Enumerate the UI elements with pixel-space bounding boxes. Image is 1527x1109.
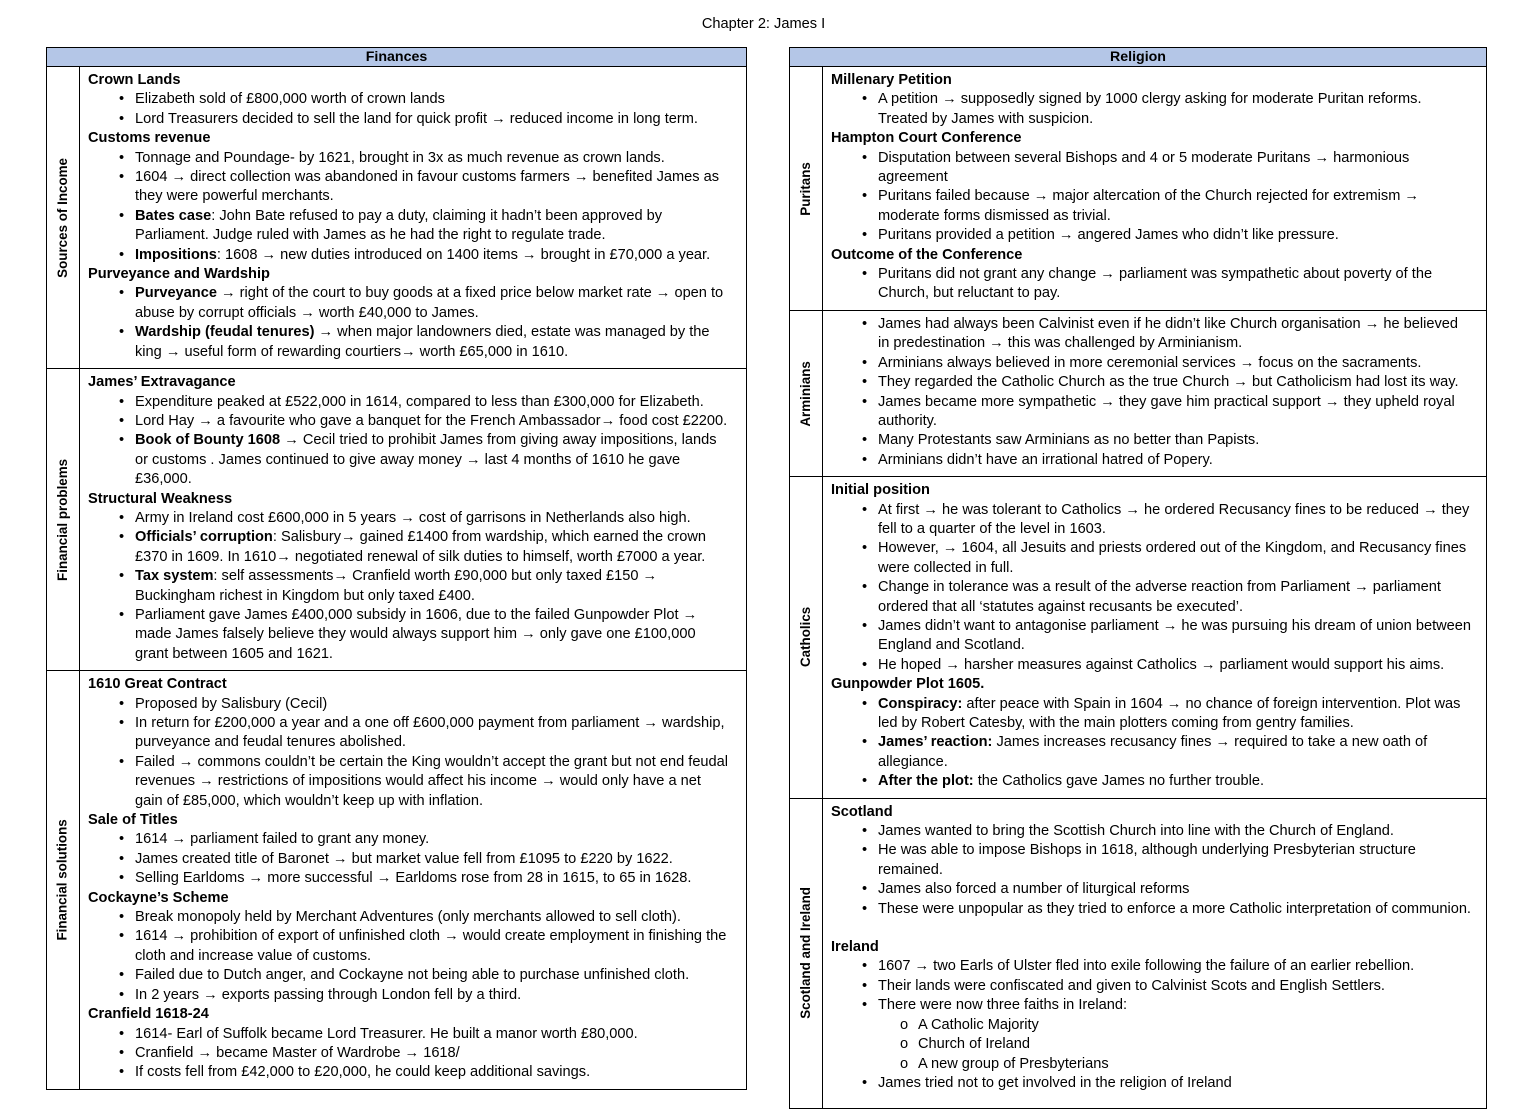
- disc-bullet-icon: •: [119, 870, 125, 887]
- bullet-item: [88, 323, 732, 362]
- bullet-text: Failed due to Dutch anger, and Cockayne not being able to purchase unfinished cloth.: [135, 967, 690, 984]
- disc-bullet-icon: •: [862, 842, 868, 859]
- disc-bullet-icon: •: [862, 773, 868, 790]
- bullet-text: Change in tolerance was a result of the adverse reaction from Parliament → parliament ordered that all ‘statutes against recusants be executed’.: [878, 579, 1441, 615]
- bullet-item: [88, 830, 732, 849]
- disc-bullet-icon: •: [119, 695, 125, 712]
- section-heading: Structural Weakness: [88, 490, 233, 507]
- disc-bullet-icon: •: [119, 412, 125, 429]
- bullet-item: [831, 977, 1472, 996]
- bullet-text: Parliament gave James £400,000 subsidy in 1606, due to the failed Gunpowder Plot → made James falsely believe they would always support him → only gave one £100,000 grant between 1605 and 1621.: [135, 606, 698, 662]
- bullet-item: [88, 753, 732, 811]
- bullet-text: James created title of Baronet → but market value fell from £1095 to £220 by 1622.: [135, 850, 673, 867]
- bullet-item: [831, 695, 1472, 734]
- disc-bullet-icon: •: [862, 540, 868, 557]
- section-heading: Scotland: [831, 803, 893, 820]
- bullet-text: Selling Earldoms → more successful → Earldoms rose from 28 in 1615, to 65 in 1628.: [135, 870, 692, 887]
- sub-bullet-item: [831, 1055, 1472, 1074]
- bullet-text: James’ reaction: James increases recusancy fines → required to take a new oath of allegiance.: [878, 734, 1428, 770]
- bullet-text: He hoped → harsher measures against Catholics → parliament would support his aims.: [878, 656, 1445, 673]
- bullet-text: Arminians always believed in more ceremonial services → focus on the sacraments.: [878, 354, 1422, 371]
- disc-bullet-icon: •: [119, 393, 125, 410]
- bullet-text: Puritans provided a petition → angered James who didn’t like pressure.: [878, 227, 1339, 244]
- bullet-item: [831, 900, 1472, 919]
- table-row: [790, 477, 1486, 799]
- bullet-text: He was able to impose Bishops in 1618, although underlying Presbyterian structure remained.: [878, 842, 1416, 878]
- bullet-text: In return for £200,000 a year and a one off £600,000 payment from parliament → wardship, purveyance and feudal tenures abolished.: [135, 715, 725, 751]
- bullet-text: Tonnage and Poundage- by 1621, brought in 3x as much revenue as crown lands.: [135, 149, 665, 166]
- bullet-text: Puritans failed because → major altercation of the Church rejected for extremism → moderate forms dismissed as trivial.: [878, 188, 1420, 224]
- row-content-cell: [823, 311, 1486, 476]
- row-content-cell: [823, 799, 1486, 1108]
- bullet-item: [88, 908, 732, 927]
- bullet-item: [88, 869, 732, 888]
- bullet-item: [831, 617, 1472, 656]
- bullet-item: [88, 1044, 732, 1063]
- bullet-text: Wardship (feudal tenures) → when major landowners died, estate was managed by the king → useful form of rewarding courtiers→ worth £65,000 in 1610.: [135, 324, 710, 360]
- row-label-cell: [47, 369, 80, 670]
- table-row: [790, 311, 1486, 477]
- disc-bullet-icon: •: [119, 91, 125, 108]
- section-heading: Ireland: [831, 939, 879, 956]
- disc-bullet-icon: •: [119, 110, 125, 127]
- bullet-item: [831, 656, 1472, 675]
- bullet-text: Puritans did not grant any change → parliament was sympathetic about poverty of the Church, but reluctant to pay.: [878, 266, 1433, 302]
- disc-bullet-icon: •: [862, 451, 868, 468]
- disc-bullet-icon: •: [862, 149, 868, 166]
- religion-table-body: [790, 67, 1486, 1108]
- bullet-item: [831, 149, 1472, 188]
- bullet-text: In 2 years → exports passing through London fell by a third.: [135, 986, 522, 1003]
- row-label-cell: [47, 67, 80, 368]
- row-label: Financial problems: [55, 458, 71, 581]
- row-content-cell: [80, 67, 746, 368]
- bullet-text: Conspiracy: after peace with Spain in 1604 → no chance of foreign intervention. Plot was led by Robert Catesby, with the main plotters coming from gentry families.: [878, 695, 1461, 731]
- religion-table: [789, 47, 1487, 1109]
- bullet-text: Arminians didn’t have an irrational hatred of Popery.: [878, 451, 1213, 468]
- disc-bullet-icon: •: [119, 169, 125, 186]
- bullet-item: [88, 850, 732, 869]
- bullet-item: [831, 822, 1472, 841]
- finances-table-body: [47, 67, 746, 1089]
- bullet-item: [88, 149, 732, 168]
- disc-bullet-icon: •: [862, 823, 868, 840]
- disc-bullet-icon: •: [119, 850, 125, 867]
- bullet-text: Cranfield → became Master of Wardrobe → 1618/: [135, 1044, 460, 1061]
- table-row: [47, 67, 746, 369]
- bullet-text: Purveyance → right of the court to buy goods at a fixed price below market rate → open to abuse by corrupt officials → worth £40,000 to James.: [135, 285, 724, 321]
- bullet-item: [88, 393, 732, 412]
- bullet-text: Proposed by Salisbury (Cecil): [135, 695, 328, 712]
- blank-line: [831, 919, 1472, 938]
- bullet-text: Failed → commons couldn’t be certain the King wouldn’t accept the grant but not end feudal revenues → restrictions of impositions would affect his income → would only have a net gain of £85,000, which wouldn’t keep up with inflation.: [135, 753, 729, 809]
- disc-bullet-icon: •: [862, 227, 868, 244]
- disc-bullet-icon: •: [862, 656, 868, 673]
- bullet-text: Tax system: self assessments→ Cranfield worth £90,000 but only taxed £150 → Buckingham richest in Kingdom but only taxed £400.: [135, 568, 658, 604]
- bullet-text: A Catholic Majority: [918, 1016, 1039, 1033]
- disc-bullet-icon: •: [119, 432, 125, 449]
- bullet-item: [88, 986, 732, 1005]
- row-label-cell: [790, 67, 823, 310]
- row-content-cell: [823, 477, 1486, 798]
- bullet-text: A petition → supposedly signed by 1000 clergy asking for moderate Puritan reforms. Treated by James with suspicion.: [878, 91, 1422, 127]
- bullet-text: Army in Ireland cost £600,000 in 5 years → cost of garrisons in Netherlands also high.: [135, 509, 691, 526]
- bullet-item: [88, 90, 732, 109]
- disc-bullet-icon: •: [119, 753, 125, 770]
- disc-bullet-icon: •: [119, 967, 125, 984]
- bullet-item: [88, 966, 732, 985]
- bullet-text: Their lands were confiscated and given to Calvinist Scots and English Settlers.: [878, 977, 1385, 994]
- disc-bullet-icon: •: [119, 149, 125, 166]
- bullet-item: [88, 1025, 732, 1044]
- disc-bullet-icon: •: [862, 432, 868, 449]
- disc-bullet-icon: •: [119, 909, 125, 926]
- bullet-item: [831, 315, 1472, 354]
- row-content-cell: [80, 369, 746, 670]
- disc-bullet-icon: •: [862, 734, 868, 751]
- finances-table-header: Finances: [47, 48, 746, 67]
- bullet-item: [831, 996, 1472, 1015]
- bullet-text: Lord Hay → a favourite who gave a banquet for the French Ambassador→ food cost £2200.: [135, 412, 728, 429]
- bullet-item: [88, 110, 732, 129]
- disc-bullet-icon: •: [119, 324, 125, 341]
- row-content-cell: [823, 67, 1486, 310]
- section-heading: Millenary Petition: [831, 72, 952, 88]
- bullet-text: James also forced a number of liturgical reforms: [878, 881, 1190, 898]
- table-row: [790, 799, 1486, 1108]
- disc-bullet-icon: •: [119, 831, 125, 848]
- disc-bullet-icon: •: [862, 977, 868, 994]
- bullet-item: [88, 606, 732, 664]
- bullet-item: [831, 373, 1472, 392]
- section-heading: 1610 Great Contract: [88, 676, 227, 693]
- bullet-item: [831, 187, 1472, 226]
- table-row: [47, 369, 746, 671]
- section-heading: Gunpowder Plot 1605.: [831, 676, 985, 693]
- bullet-text: However, → 1604, all Jesuits and priests ordered out of the Kingdom, and Recusancy fines were collected in full.: [878, 540, 1467, 576]
- sub-bullet-item: [831, 1035, 1472, 1054]
- disc-bullet-icon: •: [862, 374, 868, 391]
- bullet-text: 1614 → prohibition of export of unfinished cloth → would create employment in finishing the cloth and increase value of customs.: [135, 928, 727, 964]
- bullet-item: [88, 284, 732, 323]
- bullet-text: If costs fell from £42,000 to £20,000, he could keep additional savings.: [135, 1064, 591, 1081]
- row-label: Scotland and Ireland: [798, 887, 814, 1019]
- row-label: Arminians: [798, 360, 814, 427]
- disc-bullet-icon: •: [119, 928, 125, 945]
- row-label: Catholics: [798, 607, 814, 668]
- row-label-cell: [790, 311, 823, 476]
- section-heading: Sale of Titles: [88, 812, 178, 829]
- bullet-item: [831, 1074, 1472, 1093]
- section-heading: Cockayne’s Scheme: [88, 889, 229, 906]
- section-heading: Hampton Court Conference: [831, 130, 1022, 147]
- bullet-item: [88, 168, 732, 207]
- bullet-text: There were now three faiths in Ireland:: [878, 997, 1128, 1014]
- disc-bullet-icon: •: [119, 529, 125, 546]
- bullet-item: [88, 528, 732, 567]
- disc-bullet-icon: •: [862, 997, 868, 1014]
- disc-bullet-icon: •: [119, 207, 125, 224]
- bullet-text: Book of Bounty 1608 → Cecil tried to prohibit James from giving away impositions, lands or customs . James continued to give away money → last 4 months of 1610 he gave £36,000.: [135, 432, 717, 488]
- bullet-item: [831, 880, 1472, 899]
- disc-bullet-icon: •: [862, 958, 868, 975]
- disc-bullet-icon: •: [119, 986, 125, 1003]
- disc-bullet-icon: •: [119, 285, 125, 302]
- section-heading: Cranfield 1618-24: [88, 1006, 209, 1023]
- disc-bullet-icon: •: [862, 315, 868, 332]
- bullet-item: [831, 451, 1472, 470]
- bullet-text: Break monopoly held by Merchant Adventures (only merchants allowed to sell cloth).: [135, 909, 681, 926]
- bullet-item: [88, 695, 732, 714]
- bullet-text: At first → he was tolerant to Catholics → he ordered Recusancy fines to be reduced → they fell to a quarter of the level in 1603.: [878, 501, 1470, 537]
- bullet-text: Many Protestants saw Arminians as no better than Papists.: [878, 432, 1260, 449]
- bullet-item: [831, 431, 1472, 450]
- finances-table: [46, 47, 747, 1090]
- circle-bullet-icon: o: [900, 1055, 909, 1072]
- disc-bullet-icon: •: [862, 91, 868, 108]
- bullet-item: [88, 431, 732, 489]
- bullet-text: James wanted to bring the Scottish Church into line with the Church of England.: [878, 823, 1394, 840]
- circle-bullet-icon: o: [900, 1036, 909, 1053]
- bullet-item: [88, 927, 732, 966]
- page-title: Chapter 2: James I: [701, 16, 826, 32]
- disc-bullet-icon: •: [119, 509, 125, 526]
- bullet-text: Expenditure peaked at £522,000 in 1614, compared to less than £300,000 for Elizabeth.: [135, 393, 704, 410]
- bullet-text: Bates case: John Bate refused to pay a duty, claiming it hadn’t been approved by Parliament. Judge ruled with James as he had the right to regulate trade.: [135, 207, 663, 244]
- bullet-item: [831, 957, 1472, 976]
- row-label: Sources of Income: [55, 157, 71, 278]
- disc-bullet-icon: •: [862, 579, 868, 596]
- bullet-item: [831, 772, 1472, 791]
- disc-bullet-icon: •: [862, 501, 868, 518]
- bullet-item: [88, 246, 732, 265]
- bullet-text: Impositions: 1608 → new duties introduced on 1400 items → brought in £70,000 a year.: [135, 246, 711, 263]
- bullet-item: [831, 393, 1472, 432]
- bullet-text: Lord Treasurers decided to sell the land for quick profit → reduced income in long term.: [135, 110, 698, 127]
- disc-bullet-icon: •: [119, 568, 125, 585]
- disc-bullet-icon: •: [119, 246, 125, 263]
- disc-bullet-icon: •: [862, 617, 868, 634]
- row-label-cell: [790, 799, 823, 1108]
- bullet-item: [831, 501, 1472, 540]
- bullet-item: [831, 90, 1472, 129]
- bullet-text: They regarded the Catholic Church as the true Church → but Catholicism had lost its way.: [878, 374, 1459, 391]
- section-heading: Outcome of the Conference: [831, 246, 1023, 263]
- bullet-item: [831, 578, 1472, 617]
- disc-bullet-icon: •: [862, 266, 868, 283]
- bullet-text: Officials’ corruption: Salisbury→ gained £1400 from wardship, which earned the crown £370 in 1609. In 1610→ negotiated renewal of silk duties to himself, worth £7000 a year.: [135, 529, 707, 565]
- disc-bullet-icon: •: [862, 393, 868, 410]
- table-row: [790, 67, 1486, 311]
- bullet-item: [88, 207, 732, 246]
- row-label-cell: [790, 477, 823, 798]
- bullet-item: [88, 567, 732, 606]
- disc-bullet-icon: •: [119, 1044, 125, 1061]
- bullet-text: After the plot: the Catholics gave James no further trouble.: [878, 773, 1265, 790]
- bullet-text: Disputation between several Bishops and 4 or 5 moderate Puritans → harmonious agreement: [878, 149, 1410, 186]
- disc-bullet-icon: •: [119, 1025, 125, 1042]
- bullet-item: [831, 354, 1472, 373]
- bullet-text: 1607 → two Earls of Ulster fled into exile following the failure of an earlier rebellion.: [878, 958, 1415, 975]
- bullet-text: 1614- Earl of Suffolk became Lord Treasurer. He built a manor worth £80,000.: [135, 1025, 638, 1042]
- row-label: Puritans: [798, 161, 814, 216]
- row-content-cell: [80, 671, 746, 1089]
- disc-bullet-icon: •: [862, 900, 868, 917]
- bullet-text: James had always been Calvinist even if he didn’t like Church organisation → he believed in predestination → this was challenged by Arminianism.: [878, 315, 1459, 352]
- row-label: Financial solutions: [55, 819, 71, 941]
- bullet-text: 1604 → direct collection was abandoned in favour customs farmers → benefited James as they were powerful merchants.: [135, 169, 720, 205]
- bullet-text: James became more sympathetic → they gave him practical support → they upheld royal authority.: [878, 393, 1455, 429]
- disc-bullet-icon: •: [862, 354, 868, 371]
- disc-bullet-icon: •: [862, 188, 868, 205]
- disc-bullet-icon: •: [862, 1074, 868, 1091]
- bullet-item: [88, 714, 732, 753]
- sub-bullet-item: [831, 1016, 1472, 1035]
- bullet-item: [88, 509, 732, 528]
- disc-bullet-icon: •: [862, 881, 868, 898]
- disc-bullet-icon: •: [119, 715, 125, 731]
- bullet-item: [831, 733, 1472, 772]
- bullet-text: These were unpopular as they tried to enforce a more Catholic interpretation of communion.: [878, 900, 1471, 917]
- bullet-item: [831, 841, 1472, 880]
- circle-bullet-icon: o: [900, 1016, 909, 1033]
- bullet-text: Church of Ireland: [918, 1036, 1030, 1053]
- bullet-text: James tried not to get involved in the religion of Ireland: [878, 1074, 1232, 1091]
- bullet-item: [831, 265, 1472, 304]
- bullet-text: James didn’t want to antagonise parliament → he was pursuing his dream of union between England and Scotland.: [878, 617, 1472, 654]
- bullet-text: A new group of Presbyterians: [918, 1055, 1109, 1072]
- disc-bullet-icon: •: [119, 1064, 125, 1081]
- section-heading: Purveyance and Wardship: [88, 266, 270, 283]
- bullet-item: [831, 539, 1472, 578]
- table-row: [47, 671, 746, 1089]
- bullet-text: Elizabeth sold of £800,000 worth of crown lands: [135, 91, 445, 108]
- bullet-item: [88, 412, 732, 431]
- bullet-text: 1614 → parliament failed to grant any money.: [135, 831, 430, 848]
- disc-bullet-icon: •: [119, 606, 125, 623]
- section-heading: Initial position: [831, 482, 930, 499]
- section-heading: Crown Lands: [88, 72, 181, 88]
- bullet-item: [831, 226, 1472, 245]
- row-label-cell: [47, 671, 80, 1089]
- section-heading: James’ Extravagance: [88, 374, 236, 391]
- section-heading: Customs revenue: [88, 130, 211, 147]
- disc-bullet-icon: •: [862, 695, 868, 712]
- religion-table-header: Religion: [790, 48, 1486, 67]
